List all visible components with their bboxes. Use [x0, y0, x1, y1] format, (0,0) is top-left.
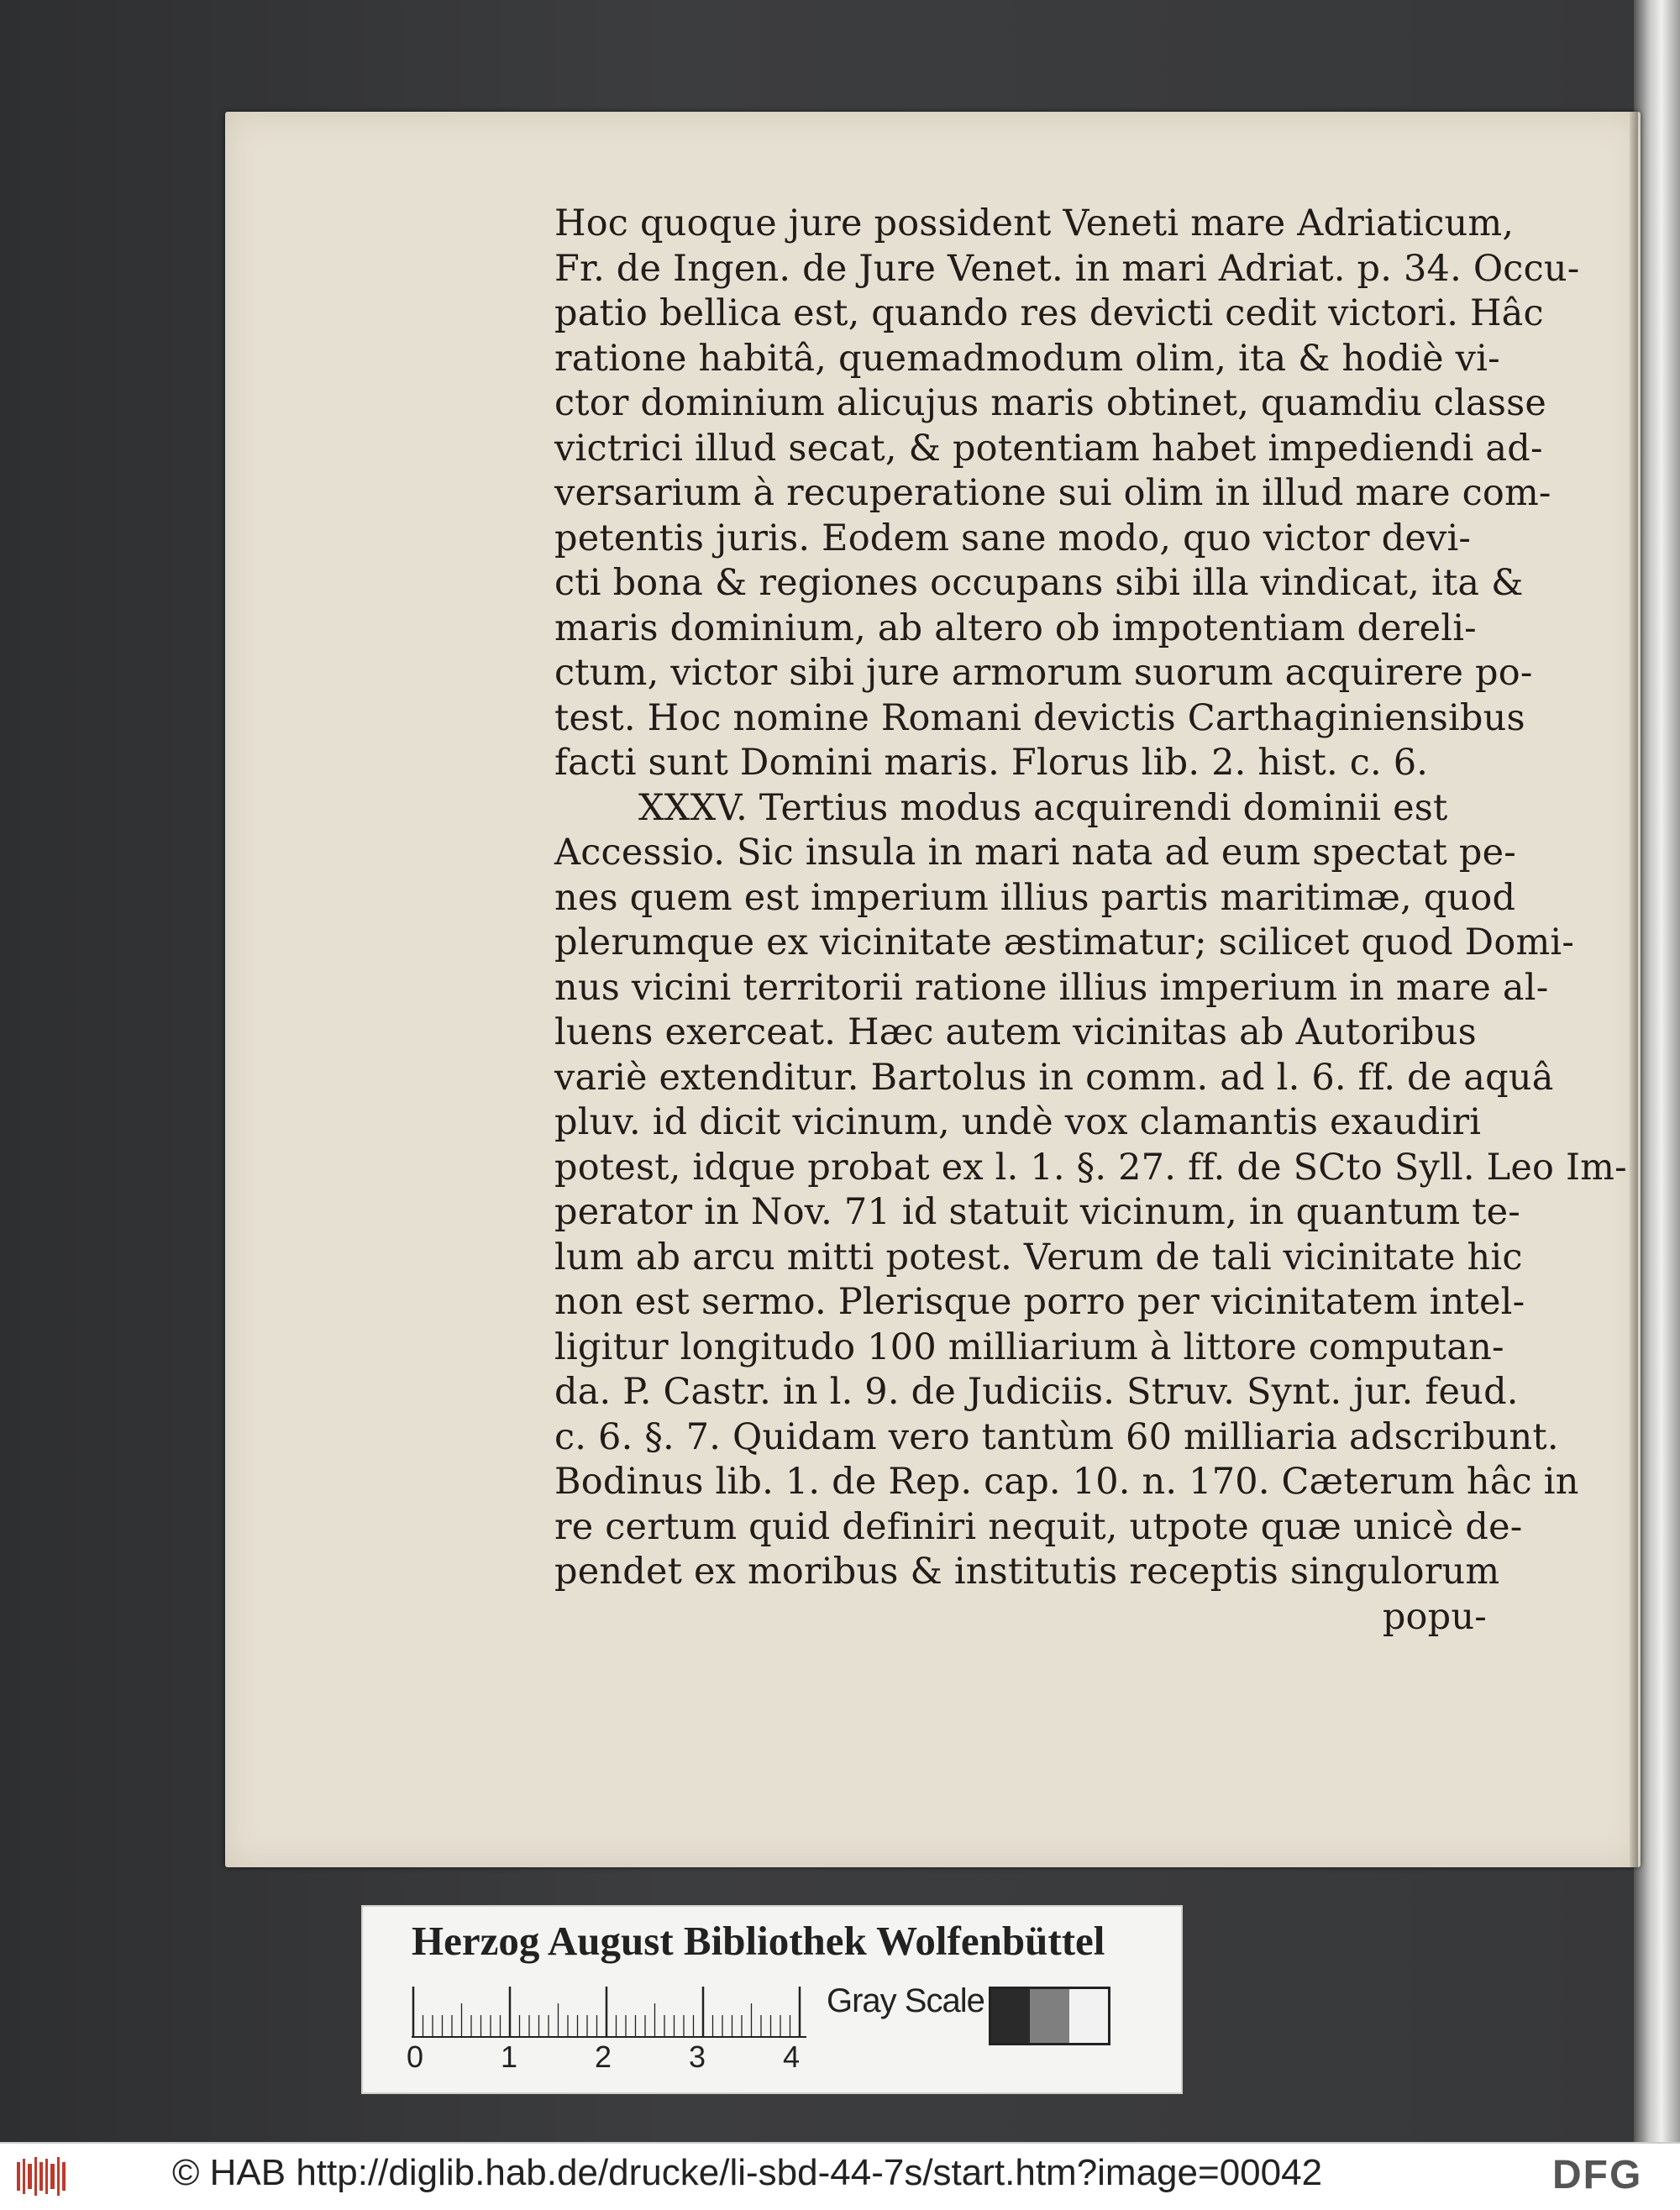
footer-credit: © HAB http://diglib.hab.de/drucke/li-sbd-44-7s/start.htm?image=00042	[172, 2152, 1323, 2193]
adjacent-page-strip	[1634, 0, 1680, 2142]
text-line: Accessio. Sic insula in mari nata ad eum spectat pe-	[554, 832, 1516, 874]
page-text	[554, 202, 1627, 1640]
ruler-label-4: 4	[783, 2039, 801, 2074]
text-line: ctor dominium alicujus maris obtinet, quamdiu classe	[554, 382, 1547, 424]
text-line: re certum quid definiri nequit, utpote quæ unicè de-	[554, 1505, 1523, 1548]
text-line: petentis juris. Eodem sane modo, quo victor devi-	[554, 517, 1472, 559]
text-line: facti sunt Domini maris. Florus lib. 2. hist. c. 6.	[554, 742, 1429, 784]
text-line: nes quem est imperium illius partis maritimæ, quod	[554, 876, 1516, 919]
text-line: potest, idque probat ex l. 1. §. 27. ff. de SCto Syll. Leo Im-	[554, 1146, 1627, 1189]
gray-scale-label: Gray Scale	[827, 1982, 984, 2019]
ruler-label-2: 2	[595, 2039, 612, 2074]
swatch-mid	[1030, 1989, 1068, 2043]
text-line: ctum, victor sibi jure armorum suorum acquirere po-	[554, 652, 1533, 694]
text-line: Hoc quoque jure possident Veneti mare Adriaticum,	[554, 202, 1515, 244]
text-line: maris dominium, ab altero ob impotentiam dereli-	[554, 606, 1477, 649]
text-line: nus vicini territorii ratione illius imperium in mare al-	[554, 966, 1549, 1009]
text-line: Bodinus lib. 1. de Rep. cap. 10. n. 170. Cæterum hâc in	[554, 1461, 1579, 1503]
ruler-label-0: 0	[407, 2039, 424, 2074]
text-line: non est sermo. Plerisque porro per vicinitatem intel-	[554, 1281, 1525, 1323]
text-line: pluv. id dicit vicinum, undè vox clamantis exaudiri	[554, 1101, 1482, 1143]
text-line: pendet ex moribus & institutis receptis singulorum	[554, 1551, 1500, 1593]
swatch-dark	[991, 1989, 1030, 2043]
catchword: popu-	[1382, 1595, 1487, 1638]
dfg-logo: DFG	[1552, 2153, 1643, 2197]
text-line: da. P. Castr. in l. 9. de Judiciis. Struv. Synt. jur. feud.	[554, 1371, 1519, 1413]
page-edge	[1630, 112, 1638, 1867]
text-line: plerumque ex vicinitate æstimatur; scilicet quod Domi-	[554, 921, 1575, 963]
barcode-icon	[15, 2155, 71, 2197]
text-line: variè extenditur. Bartolus in comm. ad l. 6. ff. de aquâ	[554, 1056, 1554, 1099]
footer-bar	[0, 2142, 1680, 2210]
color-calibration-card	[361, 1905, 1183, 2094]
text-line: Fr. de Ingen. de Jure Venet. in mari Adriat. p. 34. Occu-	[554, 247, 1580, 290]
ruler	[412, 1987, 806, 2039]
text-line: patio bellica est, quando res devicti cedit victori. Hâc	[554, 292, 1544, 334]
text-line: perator in Nov. 71 id statuit vicinum, in quantum te-	[554, 1191, 1521, 1233]
text-line: lum ab arcu mitti potest. Verum de tali vicinitate hic	[554, 1236, 1523, 1278]
text-line: cti bona & regiones occupans sibi illa vindicat, ita &	[554, 562, 1524, 604]
ruler-label-3: 3	[689, 2039, 706, 2074]
text-line: victrici illud secat, & potentiam habet impediendi ad-	[554, 427, 1543, 470]
swatch-light	[1069, 1989, 1108, 2043]
text-line: XXXV. Tertius modus acquirendi dominii est	[638, 786, 1448, 829]
text-line: luens exerceat. Hæc autem vicinitas ab Autoribus	[554, 1011, 1477, 1053]
text-line: test. Hoc nomine Romani devictis Carthaginiensibus	[554, 696, 1525, 739]
text-line: ligitur longitudo 100 milliarium à littore computan-	[554, 1325, 1504, 1368]
text-line: versarium à recuperatione sui olim in illud mare com-	[554, 472, 1551, 514]
ruler-label-1: 1	[501, 2039, 518, 2074]
text-line: c. 6. §. 7. Quidam vero tantùm 60 milliaria adscribunt.	[554, 1415, 1559, 1458]
gray-scale-swatches	[989, 1987, 1110, 2045]
library-name: Herzog August Bibliothek Wolfenbüttel	[412, 1918, 1105, 1964]
text-line: ratione habitâ, quemadmodum olim, ita & hodiè vi-	[554, 337, 1500, 380]
